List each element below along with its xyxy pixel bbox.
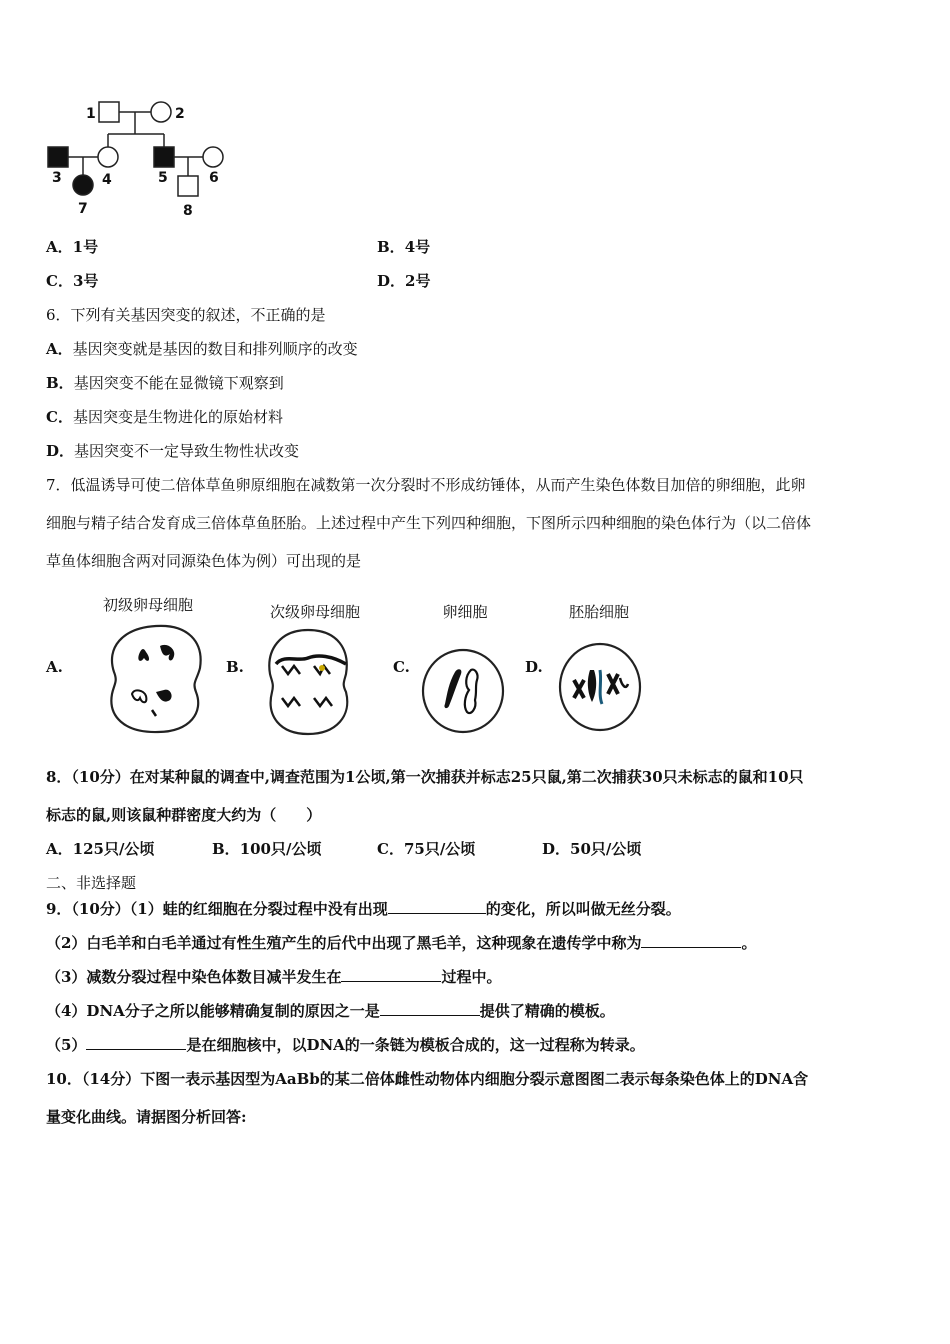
q7-option-b-letter[interactable]: B. xyxy=(226,658,244,676)
pedigree-individual-3 xyxy=(48,147,68,167)
q5-option-d[interactable]: D．2号 xyxy=(377,272,431,290)
pedigree-label-8: 8 xyxy=(183,203,193,219)
pedigree-label-1: 1 xyxy=(86,106,96,122)
pedigree-individual-2 xyxy=(151,102,171,122)
q6-option-b[interactable]: B．基因突变不能在显微镜下观察到 xyxy=(46,374,284,392)
pedigree-individual-8 xyxy=(178,176,198,196)
q5-option-a[interactable]: A．1号 xyxy=(46,238,99,256)
pedigree-label-7: 7 xyxy=(78,201,88,217)
q8-stem-line-1: 8．（10分）在对某种鼠的调查中,调查范围为1公顷,第一次捕获并标志25只鼠,第二次捕获30只未标志的鼠和10只 xyxy=(46,768,804,786)
cell-c-egg-cell xyxy=(419,646,507,736)
section-title: 二、非选择题 xyxy=(46,874,137,892)
q9-part-3: （3）减数分裂过程中染色体数目减半发生在 过程中。 xyxy=(46,968,502,986)
q7-option-c-letter[interactable]: C. xyxy=(393,658,410,676)
q9-part-1: 9．（10分）（1）蛙的红细胞在分裂过程中没有出现 的变化，所以叫做无丝分裂。 xyxy=(46,900,681,918)
q7-stem-line-2: 细胞与精子结合发育成三倍体草鱼胚胎。上述过程中产生下列四种细胞，下图所示四种细胞的染色体行为（以二倍体 xyxy=(46,514,812,532)
q8-option-a[interactable]: A．125只/公顷 xyxy=(46,840,155,858)
q6-option-a[interactable]: A．基因突变就是基因的数目和排列顺序的改变 xyxy=(46,340,358,358)
pedigree-individual-7 xyxy=(73,175,93,195)
q10-stem-line-2: 量变化曲线。请据图分析回答: xyxy=(46,1108,247,1126)
q7-stem-line-3: 草鱼体细胞含两对同源染色体为例）可出现的是 xyxy=(46,552,362,570)
q9-blank-1[interactable] xyxy=(388,899,486,914)
q8-option-c[interactable]: C．75只/公顷 xyxy=(377,840,476,858)
pedigree-individual-1 xyxy=(99,102,119,122)
q9-blank-5[interactable] xyxy=(86,1035,186,1050)
q9-blank-2[interactable] xyxy=(641,933,741,948)
q8-option-b[interactable]: B．100只/公顷 xyxy=(212,840,322,858)
pedigree-individual-5 xyxy=(154,147,174,167)
q7-stem-line-1: 7．低温诱导可使二倍体草鱼卵原细胞在减数第一次分裂时不形成纺锤体，从而产生染色体数目加倍的卵细胞，此卵 xyxy=(46,476,806,494)
pedigree-label-5: 5 xyxy=(158,170,168,186)
pedigree-individual-4 xyxy=(98,147,118,167)
q9-part-2: （2）白毛羊和白毛羊通过有性生殖产生的后代中出现了黑毛羊，这种现象在遗传学中称为 。 xyxy=(46,934,757,952)
q10-stem-line-1: 10．（14分）下图一表示基因型为AaBb的某二倍体雌性动物体内细胞分裂示意图图二表示每条染色体上的DNA含 xyxy=(46,1070,809,1088)
q5-option-c[interactable]: C．3号 xyxy=(46,272,99,290)
q8-stem-line-2: 标志的鼠,则该鼠种群密度大约为（ ） xyxy=(46,806,322,824)
pedigree-chart xyxy=(40,92,240,222)
q6-stem: 6．下列有关基因突变的叙述，不正确的是 xyxy=(46,306,326,324)
cell-a-primary-oocyte xyxy=(104,620,210,738)
q7-caption-d: 胚胎细胞 xyxy=(568,603,629,621)
q6-option-d[interactable]: D．基因突变不一定导致生物性状改变 xyxy=(46,442,300,460)
q7-caption-a: 初级卵母细胞 xyxy=(102,596,193,614)
q9-blank-3[interactable] xyxy=(341,967,441,982)
q8-option-d[interactable]: D．50只/公顷 xyxy=(542,840,642,858)
pedigree-label-3: 3 xyxy=(52,170,62,186)
pedigree-label-6: 6 xyxy=(209,170,219,186)
q7-caption-b: 次级卵母细胞 xyxy=(269,603,360,621)
cell-b-secondary-oocyte xyxy=(262,624,356,740)
q7-caption-c: 卵细胞 xyxy=(442,603,488,621)
q9-part-5: （5） 是在细胞核中，以DNA的一条链为模板合成的，这一过程称为转录。 xyxy=(46,1036,645,1054)
q6-option-c[interactable]: C．基因突变是生物进化的原始材料 xyxy=(46,408,283,426)
cell-d-embryonic-cell xyxy=(556,640,644,734)
pedigree-individual-6 xyxy=(203,147,223,167)
pedigree-label-4: 4 xyxy=(102,172,112,188)
q7-option-a-letter[interactable]: A. xyxy=(46,658,63,676)
q7-option-d-letter[interactable]: D. xyxy=(525,658,543,676)
q5-option-b[interactable]: B．4号 xyxy=(377,238,431,256)
q9-blank-4[interactable] xyxy=(380,1001,480,1016)
pedigree-label-2: 2 xyxy=(175,106,185,122)
q9-part-4: （4）DNA分子之所以能够精确复制的原因之一是 提供了精确的模板。 xyxy=(46,1002,615,1020)
